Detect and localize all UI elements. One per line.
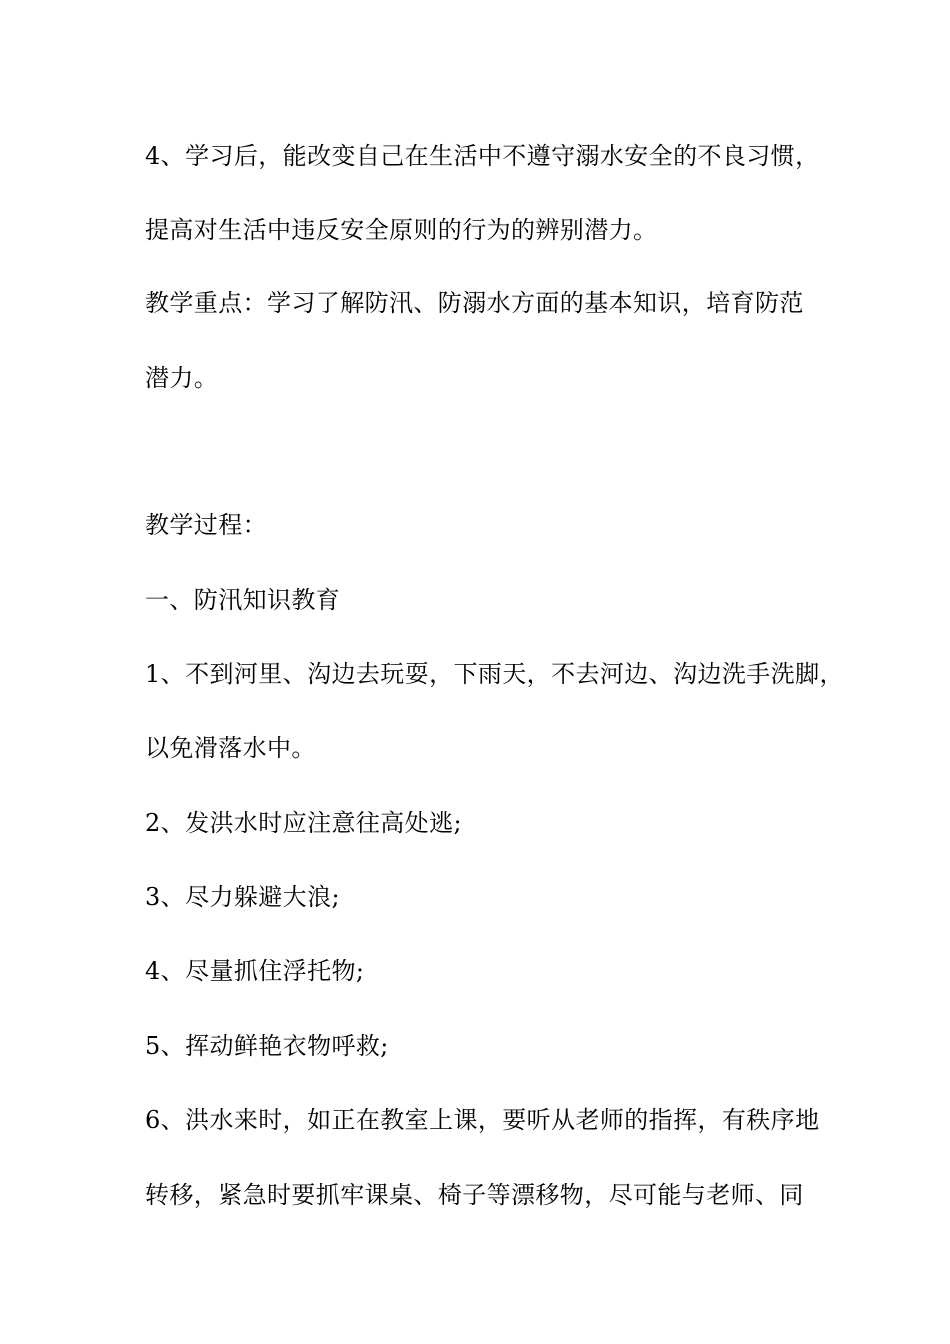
text-line-objective-4: 4、学习后，能改变自己在生活中不遵守溺水安全的不良习惯， <box>145 142 820 170</box>
list-item-5: 5、挥动鲜艳衣物呼救; <box>145 1032 389 1060</box>
list-item-1-cont: 以免滑落水中。 <box>145 734 316 762</box>
list-item-6-cont: 转移，紧急时要抓牢课桌、椅子等漂移物，尽可能与老师、同 <box>145 1181 804 1209</box>
text-line-teaching-focus-cont: 潜力。 <box>145 364 219 392</box>
list-item-6: 6、洪水来时，如正在教室上课，要听从老师的指挥，有秩序地 <box>145 1106 820 1134</box>
text-line-objective-4-cont: 提高对生活中违反安全原则的行为的辨别潜力。 <box>145 216 658 244</box>
list-item-1: 1、不到河里、沟边去玩耍，下雨天，不去河边、沟边洗手洗脚， <box>145 660 844 688</box>
list-item-4: 4、尽量抓住浮托物; <box>145 957 365 985</box>
text-line-teaching-focus: 教学重点：学习了解防汛、防溺水方面的基本知识，培育防范 <box>145 289 804 317</box>
list-item-3: 3、尽力躲避大浪; <box>145 883 340 911</box>
list-item-2: 2、发洪水时应注意往高处逃; <box>145 809 462 837</box>
section-heading-flood-knowledge: 一、防汛知识教育 <box>145 586 341 614</box>
section-heading-teaching-process: 教学过程： <box>145 511 267 539</box>
